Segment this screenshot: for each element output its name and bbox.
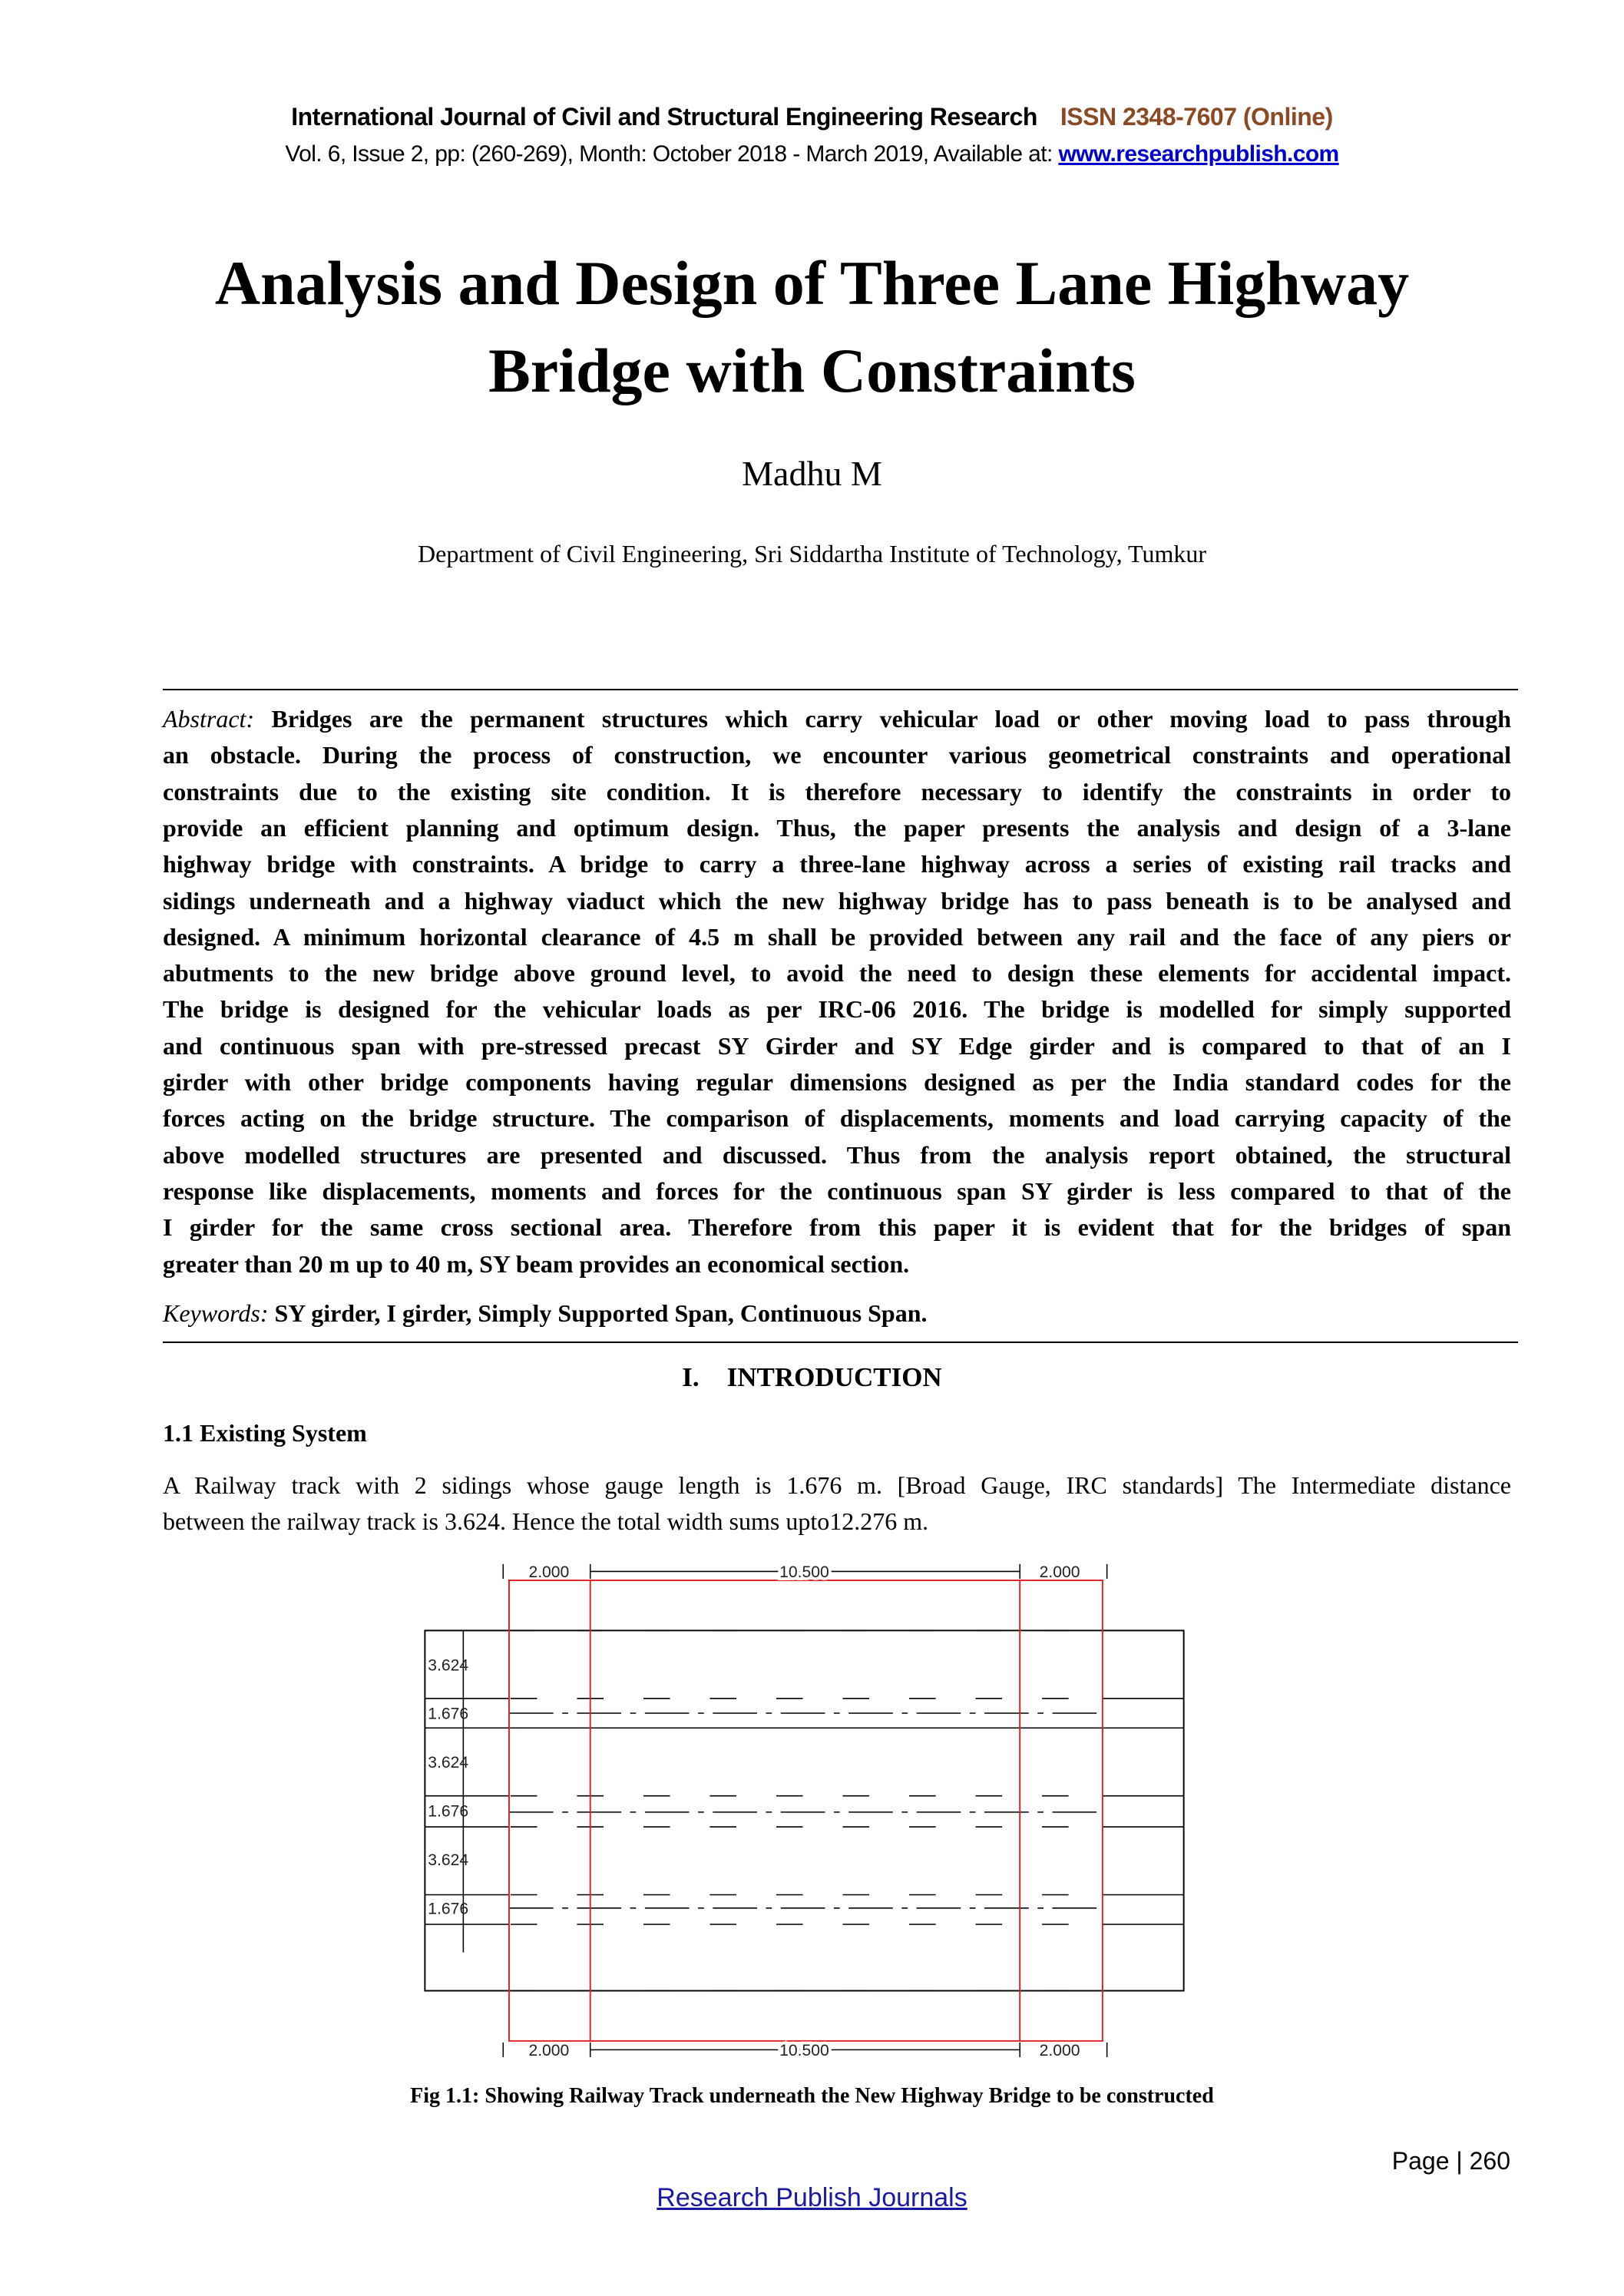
abstract-line <box>163 849 1511 879</box>
dimension-label: 2.000 <box>528 2042 570 2060</box>
section-title: INTRODUCTION <box>726 1362 942 1392</box>
dimension-label: 2.000 <box>1039 2042 1080 2060</box>
abstract-line <box>163 1212 1511 1242</box>
footer <box>0 2183 1624 2213</box>
keywords <box>163 1299 928 1328</box>
abstract-line <box>163 958 1511 988</box>
abstract-text: constraints due to the existing site condition. It is therefore necessary to identify the constraints in order to <box>163 777 1511 806</box>
abstract-text: greater than 20 m up to 40 m, SY beam provides an economical section. <box>163 1249 910 1278</box>
dimension-label: 2.000 <box>528 1563 570 1582</box>
abstract-line <box>163 1031 1511 1061</box>
paragraph-line: between the railway track is 3.624. Hence the total width sums upto12.276 m. <box>163 1507 929 1535</box>
abstract-text: highway bridge with constraints. A bridge to carry a three-lane highway across a series of existing rail tracks and <box>163 850 1511 878</box>
paragraph-line: A Railway track with 2 sidings whose gauge length is 1.676 m. [Broad Gauge, IRC standards] The Intermediate distance <box>163 1471 1511 1499</box>
author: Madhu M <box>742 454 882 493</box>
keywords-label: Keywords: <box>163 1299 269 1327</box>
abstract-line <box>163 885 1511 916</box>
section-number: I. <box>682 1362 700 1392</box>
side-dimension-label: 3.624 <box>428 1656 469 1675</box>
abstract-text: girder with other bridge components having regular dimensions designed as per the India standard codes for the <box>163 1068 1511 1096</box>
abstract-text: and continuous span with pre-stressed precast SY Girder and SY Edge girder and is compared to that of an I <box>163 1031 1511 1060</box>
abstract-text: designed. A minimum horizontal clearance of 4.5 m shall be provided between any rail and the face of any piers or <box>163 922 1511 951</box>
abstract-text: provide an efficient planning and optimum design. Thus, the paper presents the analysis and design of a 3-lane <box>163 813 1511 842</box>
subsection-heading: 1.1 Existing System <box>163 1419 367 1447</box>
abstract-text: abutments to the new bridge above ground level, to avoid the need to design these elements for accidental impact. <box>163 959 1511 988</box>
divider <box>163 689 1518 690</box>
website-link[interactable]: www.researchpublish.com <box>1058 141 1339 167</box>
abstract-text: an obstacle. During the process of construction, we encounter various geometrical constraints and operational <box>163 741 1511 769</box>
abstract-text: sidings underneath and a highway viaduct which the new highway bridge has to pass beneath is to be analysed and <box>163 886 1511 915</box>
side-dimension-label: 1.676 <box>428 1705 469 1723</box>
volume-line <box>0 141 1624 167</box>
abstract-line <box>163 812 1511 843</box>
divider <box>163 1342 1518 1343</box>
side-dimension-label: 1.676 <box>428 1900 469 1918</box>
abstract-line <box>163 994 1511 1024</box>
dimension-label: 10.500 <box>779 1563 829 1582</box>
abstract-line <box>163 1103 1511 1133</box>
issn: ISSN 2348-7607 (Online) <box>1060 103 1333 131</box>
abstract-line <box>163 1176 1511 1206</box>
railway-track-figure <box>413 1558 1196 2060</box>
dimension-label: 2.000 <box>1039 1563 1080 1582</box>
journal-header <box>0 103 1624 131</box>
abstract-text: Bridges are the permanent structures which carry vehicular load or other moving load to pass through <box>271 705 1512 733</box>
abstract-text: The bridge is designed for the vehicular loads as per IRC-06 2016. The bridge is modelled for simply supported <box>163 995 1511 1024</box>
side-dimension-label: 3.624 <box>428 1754 469 1772</box>
side-dimension-label: 1.676 <box>428 1802 469 1821</box>
dimension-label: 10.500 <box>779 2042 829 2060</box>
abstract-text: above modelled structures are presented and discussed. Thus from the analysis report obtained, the structural <box>163 1140 1511 1169</box>
publisher-link[interactable]: Research Publish Journals <box>657 2183 967 2212</box>
abstract-line <box>163 921 1511 952</box>
paper-title-line-1: Analysis and Design of Three Lane Highway <box>214 248 1410 318</box>
bridge-outline <box>509 1580 1103 2041</box>
figure-caption: Fig 1.1: Showing Railway Track underneath the New Highway Bridge to be constructed <box>410 2084 1214 2108</box>
volume-info: Vol. 6, Issue 2, pp: (260-269), Month: October 2018 - March 2019, Available at: <box>285 141 1059 167</box>
abstract-text: forces acting on the bridge structure. The comparison of displacements, moments and load carrying capacity of the <box>163 1104 1511 1133</box>
abstract-text: response like displacements, moments and forces for the continuous span SY girder is less compared to that of the <box>163 1176 1511 1205</box>
paper-title-line-2: Bridge with Constraints <box>488 336 1136 405</box>
site-boundary <box>425 1630 1183 1990</box>
abstract-text: I girder for the same cross sectional area. Therefore from this paper it is evident that for the bridges of span <box>163 1213 1511 1242</box>
abstract-line <box>163 776 1511 807</box>
section-heading <box>0 1362 1624 1393</box>
abstract-label: Abstract: <box>163 705 255 733</box>
abstract-line <box>163 1067 1511 1097</box>
page-number: Page | 260 <box>1391 2147 1510 2175</box>
side-dimension-label: 3.624 <box>428 1851 469 1870</box>
abstract-line <box>163 1249 1511 1279</box>
abstract-line <box>163 703 1511 734</box>
abstract-line <box>163 1140 1511 1170</box>
abstract-line <box>163 739 1511 770</box>
journal-name: International Journal of Civil and Structural Engineering Research <box>291 103 1037 131</box>
affiliation: Department of Civil Engineering, Sri Siddartha Institute of Technology, Tumkur <box>418 540 1206 567</box>
keywords-text: SY girder, I girder, Simply Supported Span, Continuous Span. <box>268 1299 928 1327</box>
